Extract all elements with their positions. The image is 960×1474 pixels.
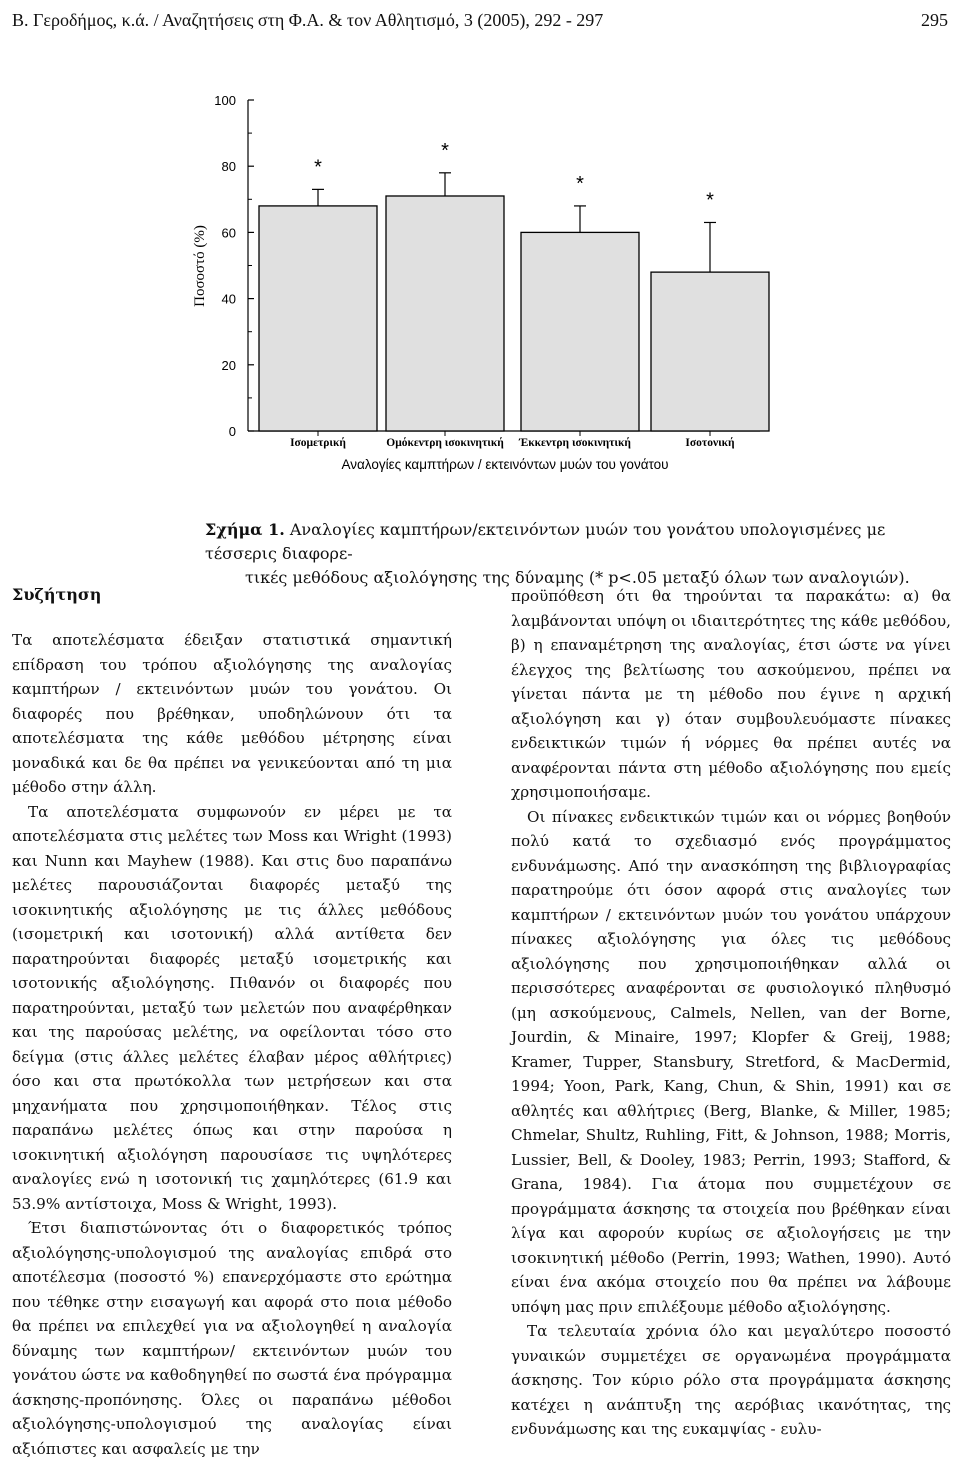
y-axis-label: Ποσοστό (%) bbox=[192, 225, 208, 307]
category-label-3: Έκκεντρη ισοκινητική bbox=[519, 437, 631, 449]
right-column bbox=[511, 584, 951, 1442]
bar-4 bbox=[651, 272, 769, 431]
y-tick-label: 100 bbox=[214, 93, 236, 108]
significance-star-1: * bbox=[314, 156, 322, 179]
left-column bbox=[12, 628, 452, 1461]
page-number: 295 bbox=[921, 10, 948, 30]
caption-label: Σχήμα 1. bbox=[205, 520, 285, 539]
y-tick-label: 40 bbox=[221, 291, 236, 307]
caption-text-line2: τικές μεθόδους αξιολόγησης της δύναμης (* p<.05 μεταξύ όλων των αναλογιών). bbox=[245, 568, 910, 587]
significance-star-4: * bbox=[706, 189, 714, 212]
chart-bars bbox=[259, 173, 769, 431]
right-paragraph-3: Τα τελευταία χρόνια όλο και μεγαλύτερο ποσοστό γυναικών συμμετέχει σε οργανωμένα προγράμματα άσκησης. Τον κύριο ρόλο στα προγράμματα άσκησης κατέχει η ανάπτυξη της αερόβιας ικανότητας, της ενδυνάμωσης και της ευκαμψίας - ευλυ- bbox=[511, 1322, 951, 1438]
category-label-1: Ισομετρική bbox=[290, 437, 346, 449]
running-header bbox=[12, 10, 948, 34]
significance-star-3: * bbox=[576, 172, 584, 195]
right-paragraph-1: προϋπόθεση ότι θα τηρούνται τα παρακάτω: α) θα λαμβάνονται υπόψη οι ιδιαιτερότητες της κάθε μεθόδου, β) η επαναμέτρηση της αναλογίας, έτσι ώστε να γίνει έλεγχος της βελτίωσης του ασκούμενου, πρέπει να γίνεται πάντα με τη μέθοδο που έγινε η αρχική αξιολόγηση και γ) όταν συμβουλευόμαστε πίνακες ενδεικτικών τιμών ή νόρμες θα πρέπει αυτές να αναφέρονται πάντα στη μέθοδο αξιολόγησης που εμείς χρησιμοποιήσαμε. bbox=[511, 587, 951, 801]
bar-1 bbox=[259, 206, 377, 431]
left-paragraph-2: Τα αποτελέσματα συμφωνούν εν μέρει με τα αποτελέσματα στις μελέτες των Moss και Wright (1993) και Nunn και Mayhew (1988). Και στις δυο παραπάνω μελέτες παρουσιάζονται διαφορές μεταξύ της ισοκινητικής αξιολόγησης με τις άλλες μεθόδους (ισομετρική και ισοτονική) αλλά αντίθετα δεν παρατηρούνται διαφορές μεταξύ ισομετρικής και ισοτονικής αξιολόγησης. Πιθανόν οι διαφορές που παρατηρούνται, μεταξύ των μελετών που αναφέρθηκαν και της παρούσας μελέτης, να οφείλονται τόσο στο δείγμα (στις άλλες μελέτες έλαβαν μέρος αθλήτριες) όσο και στα πρωτόκολλα των μετρήσεων και στα μηχανήματα που χρησιμοποιήθηκαν. Τέλος στις παραπάνω μελέτες όπως και στην παρούσα η ισοκινητική αξιολόγηση παρουσίασε τις υψηλότερες αναλογίες ενώ η ισοτονική τις χαμηλότερες (61.9 και 53.9% αντίστοιχα, Moss & Wright, 1993). bbox=[12, 802, 452, 1213]
caption-text-line1: Αναλογίες καμπτήρων/εκτεινόντων μυών του γονάτου υπολογισμένες με τέσσερις διαφορε- bbox=[205, 520, 886, 563]
bar-2 bbox=[386, 196, 504, 431]
y-tick-label: 20 bbox=[221, 357, 236, 373]
left-paragraph-3: Έτσι διαπιστώνοντας ότι ο διαφορετικός τρόπος αξιολόγησης-υπολογισμού της αναλογίας επιδρά στο αποτέλεσμα (ποσοστό %) επανερχόμαστε στο ερώτημα που τέθηκε στην εισαγωγή και αφορά στο ποια μέθοδο θα πρέπει να επιλεχθεί για να αξιολογηθεί η αναλογία δύναμης των καμπτήρων/ εκτεινόντων μυών του γονάτου ώστε να καθοδηγηθεί πο σωστά ένα πρόγραμμα άσκησης-προπόνησης. Όλες οι παραπάνω μέθοδοι αξιολόγησης-υπολογισμού της αναλογίας είναι αξιόπιστες και ασφαλείς με την bbox=[12, 1219, 452, 1458]
section-heading: Συζήτηση bbox=[12, 585, 102, 604]
category-label-2: Ομόκεντρη ισοκινητική bbox=[386, 437, 504, 449]
bar-3 bbox=[521, 232, 639, 431]
category-label-4: Ισοτονική bbox=[685, 437, 735, 449]
right-paragraph-2: Οι πίνακες ενδεικτικών τιμών και οι νόρμες βοηθούν πολύ κατά το σχεδιασμό ενός προγράμματος ενδυνάμωσης. Από την ανασκόπηση της βιβλιογραφίας παρατηρούμε ότι όσον αφορά στις αναλογίες των καμπτήρων / εκτεινόντων μυών του γονάτου υπάρχουν πίνακες αξιολόγησης για όλες τις μεθόδους αξιολόγησης που χρησιμοποιήθηκαν αλλά οι περισσότερες αναφέρονται σε φυσιολογικό πληθυσμό (μη ασκούμενους, Calmels, Nellen, van der Borne, Jourdin, & Minaire, 1997; Klopfer & Greij, 1988; Kramer, Tupper, Stansbury, Stretford, & MacDermid, 1994; Yoon, Park, Kang, Chun, & Shin, 1991) και σε αθλητές και αθλήτριες (Berg, Blanke, & Miller, 1985; Chmelar, Shultz, Ruhling, Fitt, & Johnson, 1988; Morris, Lussier, Bell, & Dooley, 1983; Perrin, 1993; Stafford, & Grana, 1984). Για άτομα που συμμετέχουν σε προγράμματα άσκησης τα στοιχεία που βρέθηκαν είναι λίγα και αφορούν κυρίως σε αξιολογήσεις με την ισοκινητική μέθοδο (Perrin, 1993; Wathen, 1990). Αυτό είναι ένα ακόμα στοιχείο που θα πρέπει να λάβουμε υπόψη μας πριν επιλέξουμε μέθοδο αξιολόγησης. bbox=[511, 807, 951, 1316]
left-paragraph-1: Τα αποτελέσματα έδειξαν στατιστικά σημαντική επίδραση του τρόπου αξιολόγησης της αναλογίας καμπτήρων / εκτεινόντων μυών του γονάτου. Οι διαφορές που βρέθηκαν, υποδηλώνουν ότι τα αποτελέσματα της κάθε μεθόδου μέτρησης είναι μοναδικά και δε θα πρέπει να γενικεύονται από τη μια μέθοδο στην άλλη. bbox=[12, 631, 452, 796]
bar-chart bbox=[0, 60, 960, 480]
x-axis-label: Αναλογίες καμπτήρων / εκτεινόντων μυών του γονάτου bbox=[341, 457, 669, 472]
y-tick-label: 0 bbox=[228, 424, 236, 439]
figure-caption bbox=[205, 518, 955, 590]
significance-star-2: * bbox=[441, 139, 449, 162]
y-tick-label: 60 bbox=[221, 225, 236, 241]
journal-citation: Β. Γεροδήμος, κ.ά. / Αναζητήσεις στη Φ.Α. & τον Αθλητισμό, 3 (2005), 292 - 297 bbox=[12, 10, 604, 30]
y-tick-label: 80 bbox=[221, 159, 236, 175]
